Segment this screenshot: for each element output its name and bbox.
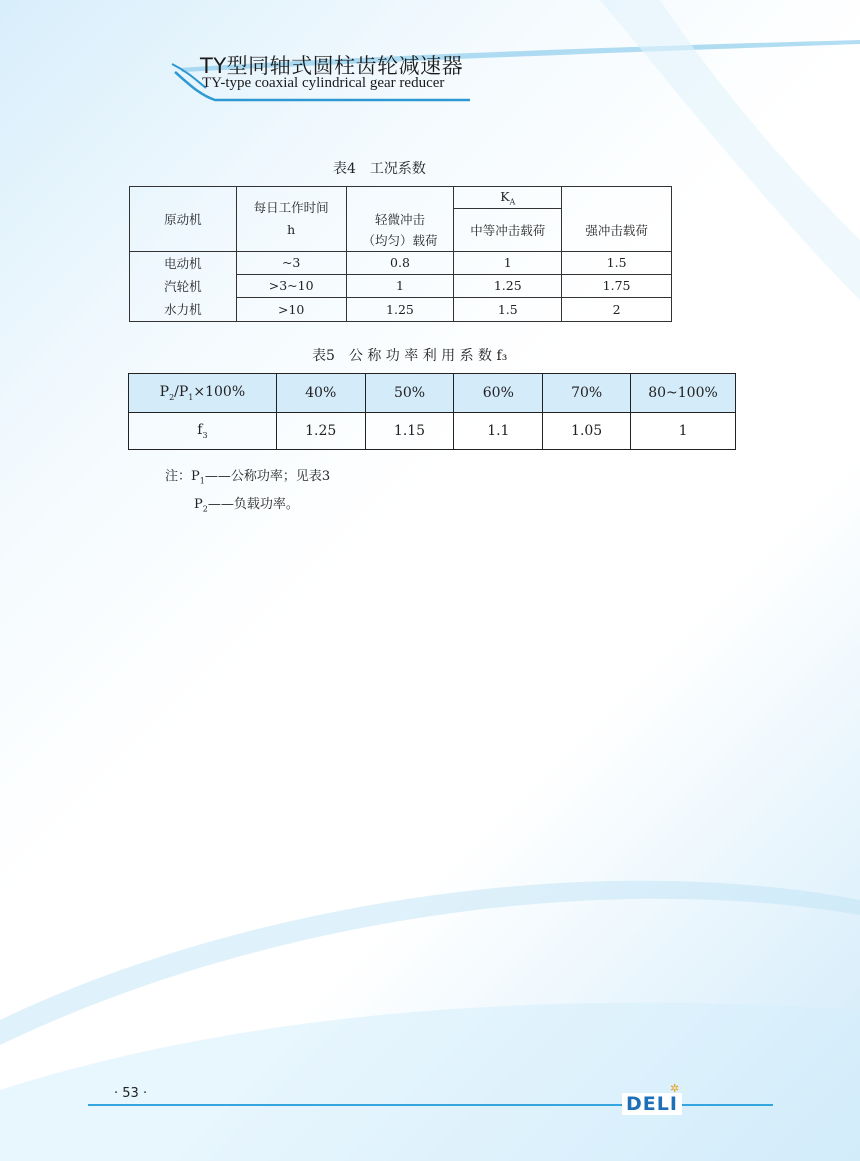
- header-title-en: TY-type coaxial cylindrical gear reducer: [202, 75, 445, 91]
- row1-hours: ~3: [236, 251, 346, 274]
- table4-caption: 表4 工况系数: [333, 161, 426, 177]
- th-ka-spacer-right: [562, 187, 672, 209]
- header-title-cn: TY型同轴式圆柱齿轮减速器: [200, 54, 464, 78]
- t5-val-50: 1.15: [365, 413, 454, 450]
- table5-power-utilization: [128, 373, 736, 450]
- t5-p1: /P: [174, 384, 189, 401]
- th-hours-line1: 每日工作时间: [253, 199, 329, 215]
- prime-mover-list: [130, 251, 237, 321]
- gear-icon: ✲: [670, 1082, 680, 1095]
- row2-hours: >3~10: [236, 274, 346, 297]
- t5-tail: ×100%: [193, 384, 246, 401]
- prime-mover-electric: 电动机: [164, 255, 202, 271]
- note-line1: [165, 465, 330, 486]
- table4-service-factor: [129, 186, 672, 322]
- prime-mover-steam: 汽轮机: [164, 278, 202, 294]
- th-light-line2: （均匀）载荷: [362, 232, 438, 248]
- th-light-load: [346, 209, 454, 252]
- page-number: · 53 ·: [114, 1086, 148, 1101]
- t5-val-70: 1.05: [543, 413, 631, 450]
- deli-logo: DELI: [622, 1093, 682, 1115]
- row2-medium: 1.25: [454, 274, 562, 297]
- note1-text: ——公称功率；见表3: [204, 469, 331, 484]
- prime-mover-hydro: 水力机: [164, 301, 202, 317]
- t5-f-sub: 3: [202, 430, 208, 440]
- note1-prefix: 注：P: [165, 469, 200, 484]
- row3-light: 1.25: [346, 298, 454, 321]
- th-heavy-load: 强冲击载荷: [562, 209, 672, 252]
- table5-caption: 表5 公 称 功 率 利 用 系 数 f₃: [312, 348, 508, 364]
- t5-val-40: 1.25: [276, 413, 365, 450]
- row2-heavy: 1.75: [562, 274, 672, 297]
- th-hours: [236, 187, 346, 252]
- t5-val-60: 1.1: [454, 413, 543, 450]
- note-line2: [194, 493, 299, 514]
- t5-col-80-100: 80~100%: [631, 374, 736, 413]
- t5-row-label: [129, 413, 277, 450]
- row1-light: 0.8: [346, 251, 454, 274]
- t5-col-40: 40%: [276, 374, 365, 413]
- note2-sub: 2: [202, 504, 208, 514]
- t5-col-50: 50%: [365, 374, 454, 413]
- th-ka-spacer-left: [346, 187, 454, 209]
- row1-heavy: 1.5: [562, 251, 672, 274]
- ka-sub: A: [509, 197, 516, 207]
- t5-f: f: [197, 422, 203, 439]
- note1-sub: 1: [199, 476, 205, 486]
- row3-hours: >10: [236, 298, 346, 321]
- th-light-line1: 轻微冲击: [374, 211, 425, 227]
- row2-light: 1: [346, 274, 454, 297]
- th-prime-mover: 原动机: [130, 187, 237, 252]
- t5-header-label: [129, 374, 277, 413]
- ka-label: K: [500, 188, 510, 204]
- note2-text: ——负载功率。: [207, 497, 299, 512]
- t5-col-70: 70%: [543, 374, 631, 413]
- th-ka: [454, 187, 562, 209]
- row1-medium: 1: [454, 251, 562, 274]
- note2-prefix: P: [194, 497, 203, 512]
- row3-heavy: 2: [562, 298, 672, 321]
- row3-medium: 1.5: [454, 298, 562, 321]
- th-medium-load: 中等冲击载荷: [454, 209, 562, 252]
- t5-val-80-100: 1: [631, 413, 736, 450]
- t5-p2-sub: 2: [169, 392, 175, 402]
- th-hours-line2: h: [287, 221, 296, 237]
- t5-p2: P: [159, 384, 170, 401]
- t5-p1-sub: 1: [188, 392, 194, 402]
- t5-col-60: 60%: [454, 374, 543, 413]
